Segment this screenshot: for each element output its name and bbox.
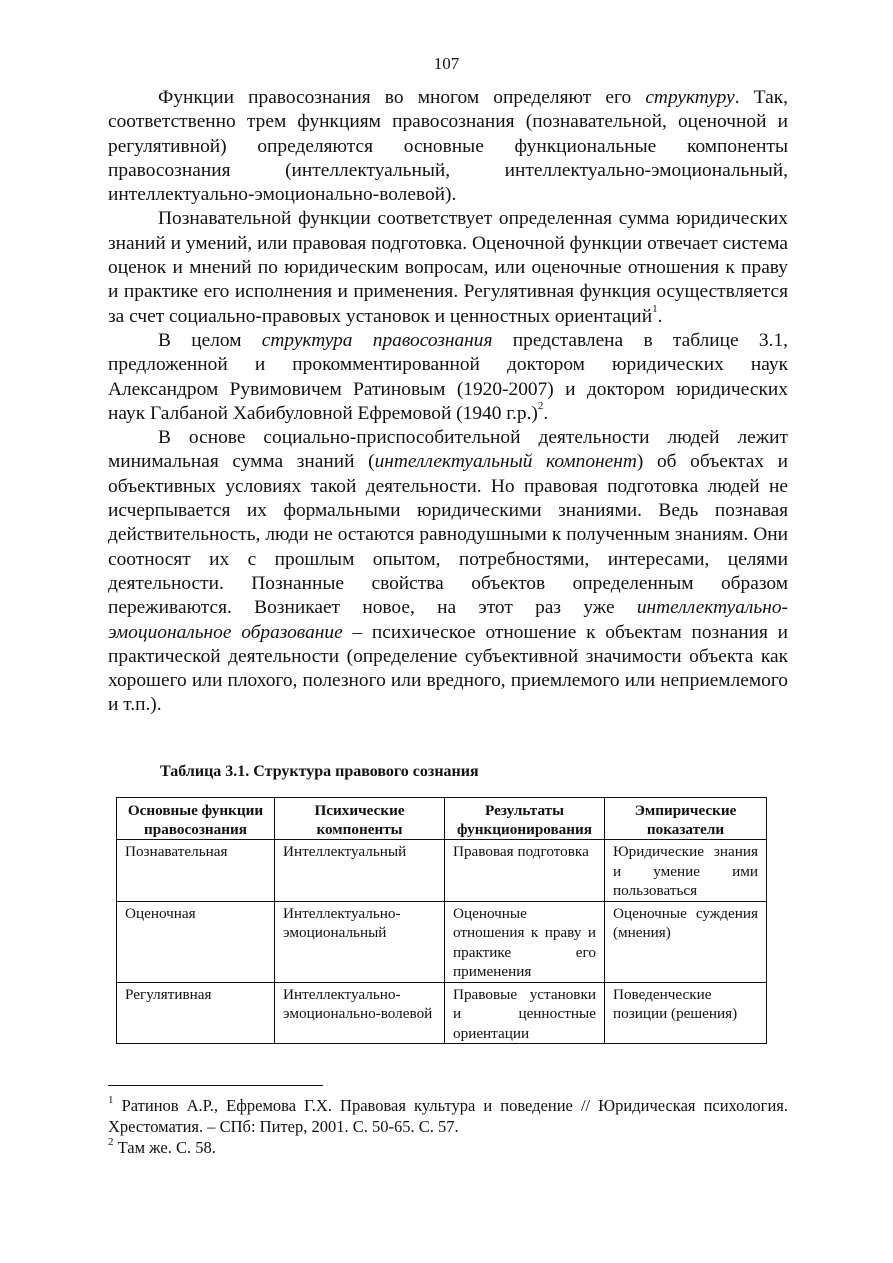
- footnote-text: Ратинов А.Р., Ефремова Г.Х. Правовая культура и поведение // Юридическая психология. Хрестоматия. – СПб: Питер, 2001. С. 50-65. С. 57.: [108, 1096, 788, 1136]
- italic-text: интеллектуально-эмоциональное образование: [108, 597, 788, 643]
- table-cell: Правовая подготовка: [445, 840, 605, 902]
- table-header-row: [117, 798, 767, 840]
- footnote-mark: 1: [108, 1093, 114, 1106]
- body-text: [108, 86, 788, 718]
- footnote: [108, 1095, 788, 1137]
- table-cell: Правовые установки и ценностные ориентации: [445, 982, 605, 1044]
- text-run: .: [543, 402, 549, 424]
- footnote-mark: 2: [108, 1135, 114, 1148]
- text-run: В целом: [158, 329, 262, 351]
- text-run: Познавательной функции соответствует определенная сумма юридических знаний и умений, или правовая подготовка. Оценочной функции отвечает система оценок и мнений по юридическим вопросам, или оценочные отношения к праву и практике его исполнения и применения. Регулятивная функция осуществляется за счет социально-правовых установок и ценностных ориентаций: [108, 208, 788, 327]
- text-run: Функции правосознания во многом определяют его: [158, 87, 646, 108]
- footnote: [108, 1137, 788, 1158]
- paragraph: [108, 426, 788, 718]
- table-cell: Интеллектуально-эмоционально-волевой: [275, 982, 445, 1044]
- footnote-text: Там же. С. 58.: [113, 1138, 216, 1157]
- table-cell: Оценочные суждения (мнения): [605, 901, 767, 982]
- table-cell: Оценочные отношения к праву и практике его применения: [445, 901, 605, 982]
- table-cell: Юридические знания и умение ими пользоваться: [605, 840, 767, 902]
- italic-text: интеллектуальный компонент: [374, 451, 637, 473]
- text-run: .: [657, 305, 663, 327]
- text-run: ) об объектах и объективных условиях такой деятельности. Но правовая подготовка людей не исчерпывается их формальными юридическими знаниями. Ведь познавая действительность, люди не остаются равнодушными к полученным знаниям. Они соотносят их с прошлым опытом, потребностями, интересами, целями деятельности. Познанные свойства объектов определенным образом переживаются. Возникает новое, на этот раз уже: [108, 451, 788, 619]
- footnote-ref: 2: [537, 400, 544, 413]
- column-header: Психические компоненты: [275, 798, 445, 840]
- footnote-divider: [108, 1085, 323, 1086]
- italic-text: структуру: [645, 87, 735, 108]
- table-row: [117, 840, 767, 902]
- table-caption: Таблица 3.1. Структура правового сознания: [160, 763, 479, 780]
- structure-table: [116, 797, 767, 1044]
- table-cell: Интеллектуальный: [275, 840, 445, 902]
- text-run: . Так, соответственно трем функциям правосознания (познавательной, оценочной и регулятивной) определяются основные функциональные компоненты правосознания (интеллектуальный, интеллектуально-эмоциональный, интеллектуально-эмоционально-волевой).: [108, 87, 788, 206]
- column-header: Основные функции правосознания: [117, 798, 275, 840]
- column-header: Результаты функционирования: [445, 798, 605, 840]
- table-row: [117, 982, 767, 1044]
- text-run: В основе социально-приспособительной деятельности людей лежит минимальная сумма знаний (: [108, 427, 788, 473]
- paragraph: [108, 207, 788, 328]
- table-cell: Интеллектуально-эмоциональный: [275, 901, 445, 982]
- italic-text: структура правосознания: [261, 329, 493, 351]
- footnotes: [108, 1095, 788, 1158]
- page-number: 107: [433, 54, 460, 73]
- footnote-ref: 1: [652, 303, 658, 316]
- paragraph: [108, 329, 788, 426]
- column-header: Эмпирические показатели: [605, 798, 767, 840]
- table-cell: Познавательная: [117, 840, 275, 902]
- text-run: представлена в таблице 3.1, предложенной и прокомментированной доктором юридических наук Александром Рувимовичем Ратиновым (1920-2007) и доктором юридических наук Галбаной Хабибуловной Ефремовой (1940 г.р.): [108, 329, 788, 424]
- text-run: – психическое отношение к объектам познания и практической деятельности (определение субъективной значимости объекта как хорошего или плохого, полезного или вредного, приемлемого или неприемлемого и т.п.).: [108, 621, 788, 716]
- table-row: [117, 901, 767, 982]
- paragraph: [108, 86, 788, 207]
- table-cell: Поведенческие позиции (решения): [605, 982, 767, 1044]
- table-cell: Оценочная: [117, 901, 275, 982]
- table-cell: Регулятивная: [117, 982, 275, 1044]
